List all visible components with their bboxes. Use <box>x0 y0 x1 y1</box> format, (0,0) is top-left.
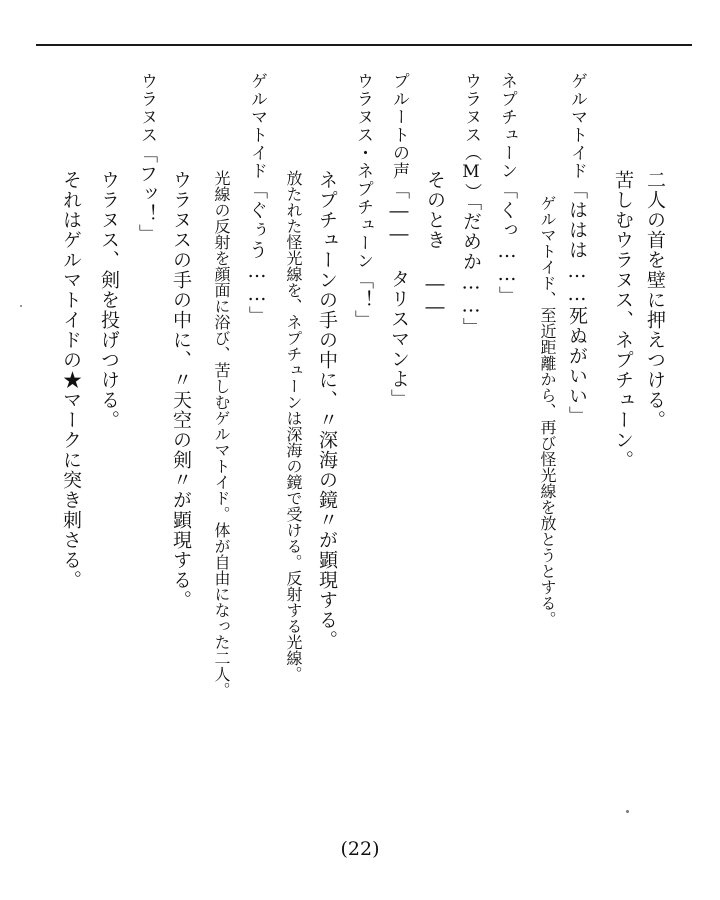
script-line <box>352 72 374 330</box>
speaker-name: ゲルマトイド <box>247 72 267 180</box>
script-line <box>496 72 518 306</box>
script-line <box>388 72 410 409</box>
line-text: ウラヌスの手の中に、〃天空の剣〃が顕現する。 <box>170 170 192 610</box>
script-line <box>612 170 634 470</box>
line-text: 「ははは……死ぬがいい」 <box>566 180 588 426</box>
script-line <box>210 170 232 698</box>
script-line <box>98 170 120 430</box>
scan-speck <box>626 810 629 813</box>
line-text: ウラヌス、剣を投げつける。 <box>98 170 120 430</box>
script-line <box>136 72 158 244</box>
line-text: 「くっ……」 <box>496 180 518 306</box>
line-text: ネプチューンの手の中に、〃深海の鏡〃が顕現する。 <box>316 170 338 650</box>
speaker-name: ウラヌス <box>137 72 157 144</box>
script-line <box>316 170 338 650</box>
speaker-name: ネプチューン <box>497 72 517 180</box>
script-line <box>60 170 82 590</box>
line-text: 「―― タリスマンよ」 <box>388 180 410 409</box>
line-text: 放たれた怪光線を、ネプチューンは深海の鏡で受ける。反射する光線。 <box>284 170 303 682</box>
speaker-name: ウラヌス・ネプチューン <box>353 72 373 270</box>
speaker-name: ゲルマトイド <box>567 72 587 180</box>
script-line <box>536 195 558 627</box>
line-text: 苦しむウラヌス、ネプチューン。 <box>612 170 634 470</box>
line-text: 「だめか……」 <box>460 201 482 338</box>
speaker-name: ウラヌス（M） <box>461 72 481 201</box>
line-text: それはゲルマトイドの★マークに突き刺さる。 <box>60 170 82 590</box>
line-text: 二人の首を壁に押えつける。 <box>644 170 666 430</box>
scan-speck <box>20 305 22 307</box>
line-text: 「ぐぅう……」 <box>246 180 268 326</box>
line-text: そのとき ―― <box>424 170 446 319</box>
script-line <box>170 170 192 610</box>
script-line <box>644 170 666 430</box>
script-line <box>282 170 304 682</box>
script-line <box>424 170 446 319</box>
page-number: (22) <box>340 838 380 860</box>
script-line <box>246 72 268 326</box>
script-line <box>460 72 482 338</box>
line-text: ゲルマトイド、至近距離から、再び怪光線を放とうとする。 <box>538 195 557 627</box>
speaker-name: プルートの声 <box>389 72 409 180</box>
script-line <box>566 72 588 426</box>
line-text: 光線の反射を顔面に浴び、苦しむゲルマトイド。体が自由になった二人。 <box>212 170 231 698</box>
line-text: 「フッ！」 <box>136 144 158 244</box>
line-text: 「！」 <box>352 270 374 330</box>
